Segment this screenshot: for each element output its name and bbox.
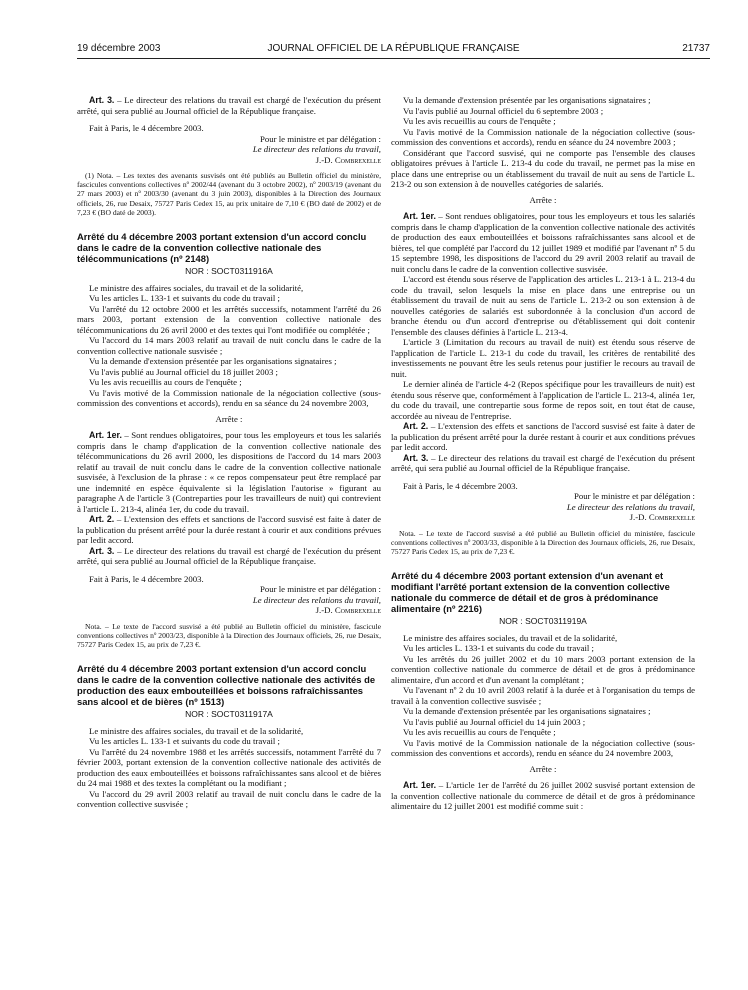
footnote: (1) Nota. – Les textes des avenants susvisés ont été publiés au Bulletin officiel du ministère, fascicules conventions collectives nº 2002/44 (avenant du 3 octobre 2002), nº 2003/19 (avenant du 27 mars 2003) et nº 2003/30 (avenant du 3 juin 2003), disponibles à la Direction des Journaux officiels, 26, rue Desaix, 75727 Paris Cedex 15, au prix unitaire de 7,10 € (BO daté de 2002) et de 7,23 € (BO daté de 2003). <box>77 171 381 217</box>
article-text: – Le directeur des relations du travail est chargé de l'exécution du présent arrêté, qui sera publié au Journal officiel de la République française. <box>391 452 695 473</box>
signature-title: Le directeur des relations du travail, <box>252 594 381 605</box>
paragraph: Vu l'avis motivé de la Commission nationale de la négociation collective (sous-commission des conventions et accords), rendu en séance du 24 novembre 2003 ; <box>391 126 695 147</box>
paragraph: Le ministre des affaires sociales, du travail et de la solidarité, <box>89 282 304 293</box>
article-label: Art. 1er. <box>403 780 437 791</box>
signature-title: Le directeur des relations du travail, <box>566 501 695 512</box>
article-text: – L'extension des effets et sanctions de l'accord susvisé est faite à dater de la publication du présent arrêté pour la durée restant à courir et aux conditions prévues par ledit accord. <box>391 421 695 452</box>
signature-line: Pour le ministre et par délégation : <box>573 491 695 501</box>
signature-name: J.-D. Combrexelle <box>315 605 381 616</box>
article-label: Art. 3. <box>403 452 429 463</box>
article-1-paragraph <box>391 211 695 274</box>
header-rule <box>77 58 710 59</box>
paragraph: L'accord est étendu sous réserve de l'application des articles L. 213-1 à L. 213-4 du code du travail, selon lesquels la mise en place dans une entreprise ou un établissement du travail de nuit au sens de l'article L. 213-2 ou son extension à de nouvelles catégories de salariés est subordonnée à la conclusion d'un accord de branche étendu ou d'un accord d'entreprise ou d'établissement qui doit contenir l'ensemble des clauses définies à l'article L. 213-4. <box>391 274 695 337</box>
done-at-paris: Fait à Paris, le 4 décembre 2003. <box>403 480 518 491</box>
footnote: Nota. – Le texte de l'accord susvisé a été publié au Bulletin officiel du ministère, fascicule conventions collectives nº 2003/33, disponible à la Direction des Journaux officiels, 26, rue Desaix, 75727 Paris Cedex 15, au prix de 7,23 €. <box>391 528 695 556</box>
article-text: – Le directeur des relations du travail est chargé de l'exécution du présent arrêté, qui sera publié au Journal officiel de la République française. <box>77 545 381 567</box>
paragraph: Vu l'accord du 29 avril 2003 relatif au travail de nuit conclu dans le cadre de la convention collective susvisée ; <box>77 788 381 810</box>
paragraph: Vu l'avis publié au Journal officiel du 6 septembre 2003 ; <box>403 105 604 116</box>
paragraph: Vu la demande d'extension présentée par les organisations signataires ; <box>403 706 651 717</box>
nor-reference: NOR : SOCT0311919A <box>499 616 587 627</box>
article-text: – Sont rendues obligatoires, pour tous les employeurs et tous les salariés compris dans le champ d'application de la convention collective nationale des télécommunications du 26 avril 2000, les dispositions de l'accord du 14 mars 2003 relatif au travail de nuit conclu dans le cadre de la convention collective nationale susvisée, à l'exclusion de la phrase : « ce repos compensateur peut être remplacé par une indemnité en espèce équivalente si la législation l'autorise » figurant au paragraphe A de l'article 3 (Contreparties pour les travailleurs de nuit) qui contrevient à l'article L. 213-4, alinéa 1er, du code du travail. <box>77 430 381 514</box>
journal-title: JOURNAL OFFICIEL DE LA RÉPUBLIQUE FRANÇAISE <box>267 43 520 54</box>
nor-reference: NOR : SOCT0311916A <box>185 266 273 277</box>
article-text: – L'article 1er de l'arrêté du 26 juillet 2002 susvisé portant extension de la convention collective nationale du commerce de détail et de gros à prédominance alimentaire du 12 juillet 2001 est modifié comme suit : <box>391 780 695 812</box>
paragraph: Vu l'avis publié au Journal officiel du 18 juillet 2003 ; <box>89 366 278 377</box>
arrete-heading: Arrête : <box>215 413 243 424</box>
article-label: Art. 3. <box>89 545 115 556</box>
paragraph: Vu l'arrêté du 24 novembre 1988 et les arrêtés successifs, notamment l'arrêté du 7 février 2003, portant extension de la convention collective nationale des activités de production des eaux embouteillées et boissons rafraîchissantes sans alcool et de bières du 24 mai 1988 et des textes la complétant ou la modifiant ; <box>77 746 381 789</box>
article-label: Art. 1er. <box>89 430 122 441</box>
paragraph: Vu la demande d'extension présentée par les organisations signataires ; <box>403 95 651 105</box>
article-1-paragraph <box>391 780 695 812</box>
article-text: – Sont rendues obligatoires, pour tous les employeurs et tous les salariés compris dans le champ d'application de la convention collective nationale des activités de production des eaux embouteillées et boissons rafraîchissantes sans alcool et de bières, tel que complété par l'accord du 12 juillet 1989 et modifié par l'avenant nº 5 du 15 septembre 1998, les dispositions de l'accord du 29 avril 2003 relatif au travail de nuit conclu dans le cadre de la convention collective susvisée. <box>391 211 695 274</box>
signature-name: J.-D. Combrexelle <box>315 154 381 165</box>
paragraph: Vu l'accord du 14 mars 2003 relatif au travail de nuit conclu dans le cadre de la convention collective nationale susvisée ; <box>77 335 381 356</box>
paragraph: Le ministre des affaires sociales, du travail et de la solidarité, <box>403 632 618 643</box>
right-column <box>391 95 695 812</box>
decree-title: Arrêté du 4 décembre 2003 portant extension d'un accord conclu dans le cadre de la convention collective nationale des télécommunications (nº 2148) <box>77 231 367 265</box>
paragraph: Vu l'avis publié au Journal officiel du 14 juin 2003 ; <box>403 716 586 727</box>
left-column <box>77 95 381 810</box>
paragraph: Vu les avis recueillis au cours de l'enquête ; <box>89 377 242 388</box>
article-label: Art. 1er. <box>403 211 436 221</box>
article-2-paragraph <box>391 421 695 453</box>
article-3-paragraph <box>77 95 381 116</box>
article-label: Art. 3. <box>89 95 115 105</box>
paragraph: Vu la demande d'extension présentée par les organisations signataires ; <box>89 356 337 367</box>
paragraph: Le dernier alinéa de l'article 4-2 (Repos spécifique pour les travailleurs de nuit) est étendu sous réserve que, conformément à l'application de l'article L. 213-4, alinéa 1er, du code du travail, une contrepartie sous forme de repos soit, en tout état de cause, accordée au niveau de l'entreprise. <box>391 379 695 421</box>
article-label: Art. 2. <box>403 421 429 431</box>
article-text: – Le directeur des relations du travail est chargé de l'exécution du présent arrêté, qui sera publié au Journal officiel de la République française. <box>77 95 381 116</box>
paragraph: Vu l'avis motivé de la Commission nationale de la négociation collective (sous-commission des conventions et accords), rendu en sa séance du 24 novembre 2003, <box>77 387 381 409</box>
done-at-paris: Fait à Paris, le 4 décembre 2003. <box>89 123 204 133</box>
signature-line: Pour le ministre et par délégation : <box>259 133 381 144</box>
signature-title: Le directeur des relations du travail, <box>252 144 381 154</box>
arrete-heading: Arrête : <box>529 763 557 774</box>
article-label: Art. 2. <box>89 514 115 525</box>
paragraph: Vu les avis recueillis au cours de l'enquête ; <box>403 727 556 738</box>
signature-line: Pour le ministre et par délégation : <box>259 584 381 595</box>
paragraph: Vu les articles L. 133-1 et suivants du code du travail ; <box>89 736 280 747</box>
arrete-heading: Arrête : <box>529 194 557 205</box>
nor-reference: NOR : SOCT0311917A <box>185 709 273 720</box>
paragraph: Vu les avis recueillis au cours de l'enquête ; <box>403 116 556 126</box>
paragraph: Vu les arrêtés du 26 juillet 2002 et du 10 mars 2003 portant extension de la convention collective nationale du commerce de détail et de gros à prédominance alimentaire, d'un accord et d'un avenant la complétant ; <box>391 653 695 685</box>
paragraph: Considérant que l'accord susvisé, qui ne comporte pas l'ensemble des clauses obligatoires prévues à l'article L. 213-4 du code du travail, ne permet pas la mise en place dans une entreprise ou un établissement du travail de nuit au sens de l'article L. 213-2 ou son extension à de nouvelles catégories de salariés. <box>391 147 695 189</box>
paragraph: L'article 3 (Limitation du recours au travail de nuit) est étendu sous réserve de l'application de l'article L. 213-1 du code du travail, les critères de rentabilité des investissements ne pouvant être les seuls retenus pour justifier le recours au travail de nuit. <box>391 337 695 379</box>
article-1-paragraph <box>77 430 381 514</box>
paragraph: Le ministre des affaires sociales, du travail et de la solidarité, <box>89 725 304 736</box>
article-3-paragraph <box>391 453 695 474</box>
article-text: – L'extension des effets et sanctions de l'accord susvisé est faite à dater de la publication du présent arrêté pour la durée restant à courir et aux conditions prévues par ledit accord. <box>77 514 381 546</box>
issue-date: 19 décembre 2003 <box>77 43 161 54</box>
decree-title: Arrêté du 4 décembre 2003 portant extension d'un accord conclu dans le cadre de la convention collective nationale des activités de production des eaux embouteillées et boissons rafraîchissantes sans alcool et de bières (nº 1513) <box>77 663 376 708</box>
article-2-paragraph <box>77 514 381 546</box>
article-3-paragraph <box>77 546 381 567</box>
footnote: Nota. – Le texte de l'accord susvisé a été publié au Bulletin officiel du ministère, fascicule conventions collectives nº 2003/23, disponible à la Direction des Journaux officiels, 26, rue Desaix, 75727 Paris Cedex 15, au prix de 7,23 €. <box>77 621 381 649</box>
paragraph: Vu les articles L. 133-1 et suivants du code du travail ; <box>89 293 280 304</box>
paragraph: Vu l'arrêté du 12 octobre 2000 et les arrêtés successifs, notamment l'arrêté du 26 mars 2003, portant extension de la convention collective nationale des télécommunications du 26 avril 2000 et des textes qui l'ont modifiée ou complétée ; <box>77 303 381 335</box>
decree-title: Arrêté du 4 décembre 2003 portant extension d'un avenant et modifiant l'arrêté portant extension de la convention collective nationale du commerce de détail et de gros à prédominance alimentaire (nº 2216) <box>391 570 670 615</box>
paragraph: Vu les articles L. 133-1 et suivants du code du travail ; <box>403 643 594 654</box>
page-header <box>77 43 710 57</box>
done-at-paris: Fait à Paris, le 4 décembre 2003. <box>89 573 204 584</box>
paragraph: Vu l'avis motivé de la Commission nationale de la négociation collective (sous-commission des conventions et accords), rendu en séance du 24 novembre 2003, <box>391 737 695 759</box>
page-number: 21737 <box>682 43 710 54</box>
paragraph: Vu l'avenant nº 2 du 10 avril 2003 relatif à la durée et à l'organisation du temps de travail à la convention collective susvisée ; <box>391 685 695 706</box>
signature-name: J.-D. Combrexelle <box>629 512 695 522</box>
